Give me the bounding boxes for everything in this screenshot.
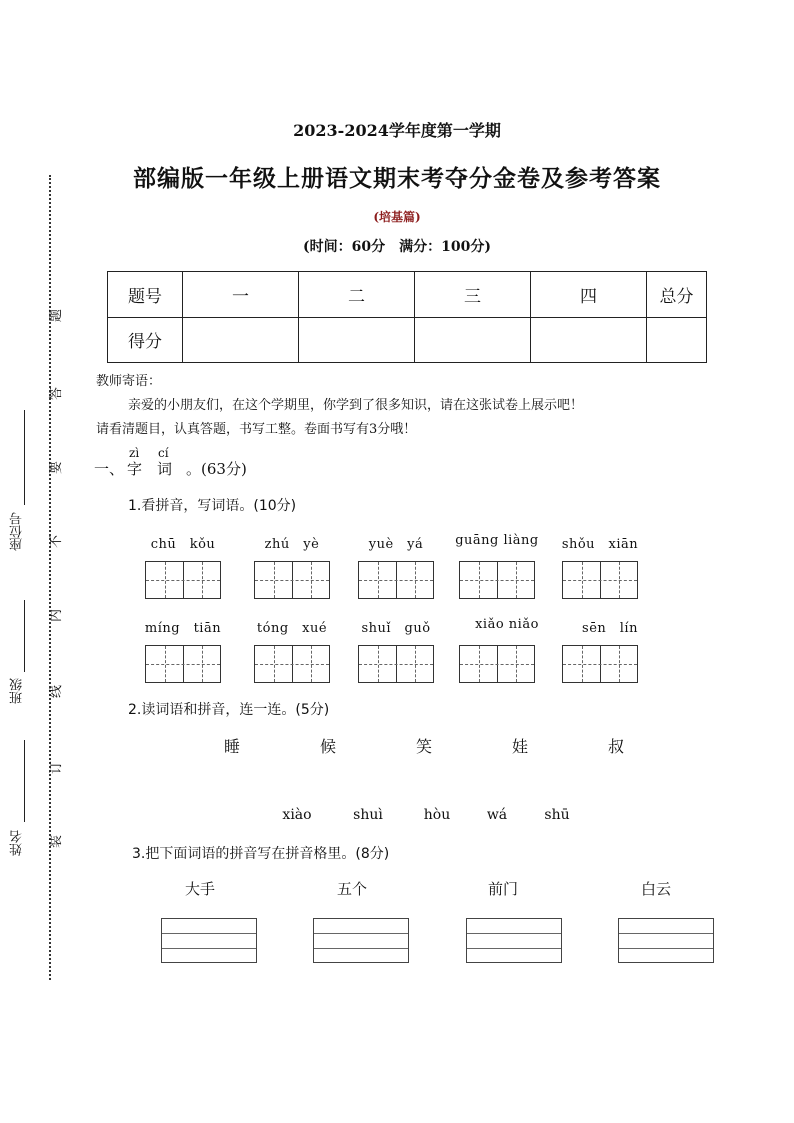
q2-char[interactable]: 睡 — [223, 737, 240, 756]
score-cell[interactable] — [531, 317, 647, 363]
ruby-pinyin: cí — [158, 446, 169, 460]
q2-char[interactable]: 候 — [319, 737, 336, 756]
class-field — [24, 600, 25, 672]
q1-pinyin: yuè yá — [368, 537, 424, 552]
q1-pinyin: tóng xué — [256, 621, 328, 636]
q2-pinyin[interactable]: xiào — [282, 807, 312, 823]
binding-char: 内 — [49, 608, 65, 623]
score-column: 三 — [415, 272, 531, 318]
pinyin-writing-box[interactable] — [161, 918, 257, 963]
score-column: 总分 — [647, 272, 707, 318]
q1-pinyin: míng tiān — [144, 621, 222, 636]
binding-char: 装 — [49, 834, 65, 849]
q1-pinyin: chū kǒu — [150, 537, 216, 552]
q1-title: 1.看拼音，写词语。(10分) — [128, 498, 297, 514]
q1-pinyin: zhú yè — [264, 537, 320, 552]
section-1-prefix: 一、 — [94, 460, 125, 478]
q2-pinyin[interactable]: shuì — [353, 807, 383, 823]
binding-char: 题 — [49, 308, 65, 323]
exam-time: (时间：60分 满分：100分) — [303, 239, 491, 255]
q1-pinyin: guāng liàng — [455, 533, 539, 548]
tianzige-grid[interactable] — [254, 645, 330, 683]
score-column: 一 — [183, 272, 299, 318]
q2-char[interactable]: 笑 — [415, 737, 432, 756]
q1-pinyin: shuǐ guǒ — [361, 621, 431, 636]
exam-tag: (培基篇) — [373, 210, 421, 224]
q3-word: 大手 — [184, 880, 215, 898]
score-value-row — [108, 317, 707, 363]
score-cell[interactable] — [647, 317, 707, 363]
q3-title: 3.把下面词语的拼音写在拼音格里。(8分) — [132, 846, 390, 862]
score-column: 二 — [299, 272, 415, 318]
score-column: 四 — [531, 272, 647, 318]
section-1-suffix: 。(63分) — [186, 460, 247, 478]
q1-pinyin: sēn lín — [582, 621, 638, 636]
binding-char: 要 — [49, 460, 65, 475]
teacher-message-line2: 请看清题目，认真答题，书写工整。卷面书写有3分哦！ — [96, 422, 417, 437]
q2-pinyin[interactable]: wá — [486, 807, 508, 823]
score-header-label: 题号 — [108, 272, 183, 318]
score-cell[interactable] — [415, 317, 531, 363]
q2-pinyin[interactable]: hòu — [423, 807, 451, 823]
tianzige-grid[interactable] — [254, 561, 330, 599]
score-cell[interactable] — [183, 317, 299, 363]
score-table — [107, 271, 707, 363]
exam-title: 部编版一年级上册语文期末考夺分金卷及参考答案 — [133, 165, 661, 192]
tianzige-grid[interactable] — [358, 561, 434, 599]
tianzige-grid[interactable] — [562, 645, 638, 683]
q1-pinyin: xiǎo niǎo — [475, 617, 539, 632]
class-label: 班级 — [10, 678, 25, 704]
binding-char: 不 — [49, 534, 65, 549]
binding-char: 线 — [49, 684, 65, 699]
name-label: 姓名 — [10, 830, 25, 856]
ruby-char: 词 — [157, 460, 173, 478]
tianzige-grid[interactable] — [459, 645, 535, 683]
q2-char[interactable]: 叔 — [607, 737, 624, 756]
ruby-pinyin: zì — [129, 446, 140, 460]
tianzige-grid[interactable] — [145, 645, 221, 683]
name-field — [24, 740, 25, 822]
seat-number-label: 座位号 — [10, 512, 25, 551]
q1-pinyin: shǒu xiān — [561, 537, 639, 552]
tianzige-grid[interactable] — [358, 645, 434, 683]
q2-title: 2.读词语和拼音，连一连。(5分) — [128, 702, 330, 718]
score-cell[interactable] — [299, 317, 415, 363]
teacher-message-label: 教师寄语： — [96, 374, 162, 389]
binding-char: 订 — [49, 760, 65, 775]
ruby-char: 字 — [127, 460, 143, 478]
score-header-row — [108, 272, 707, 318]
binding-char: 答 — [49, 386, 65, 401]
teacher-message-line1: 亲爱的小朋友们，在这个学期里，你学到了很多知识，请在这张试卷上展示吧！ — [128, 398, 584, 413]
q2-char[interactable]: 娃 — [511, 737, 528, 756]
tianzige-grid[interactable] — [562, 561, 638, 599]
school-year: 2023-2024学年度第一学期 — [293, 121, 501, 140]
q2-pinyin[interactable]: shū — [544, 807, 570, 823]
q3-word: 白云 — [640, 880, 671, 898]
pinyin-writing-box[interactable] — [618, 918, 714, 963]
seat-number-field — [24, 410, 25, 505]
tianzige-grid[interactable] — [459, 561, 535, 599]
pinyin-writing-box[interactable] — [466, 918, 562, 963]
q3-word: 前门 — [487, 880, 518, 898]
pinyin-writing-box[interactable] — [313, 918, 409, 963]
tianzige-grid[interactable] — [145, 561, 221, 599]
binding-dotted-line — [49, 175, 51, 980]
q3-word: 五个 — [336, 880, 367, 898]
score-row-label: 得分 — [108, 317, 183, 363]
